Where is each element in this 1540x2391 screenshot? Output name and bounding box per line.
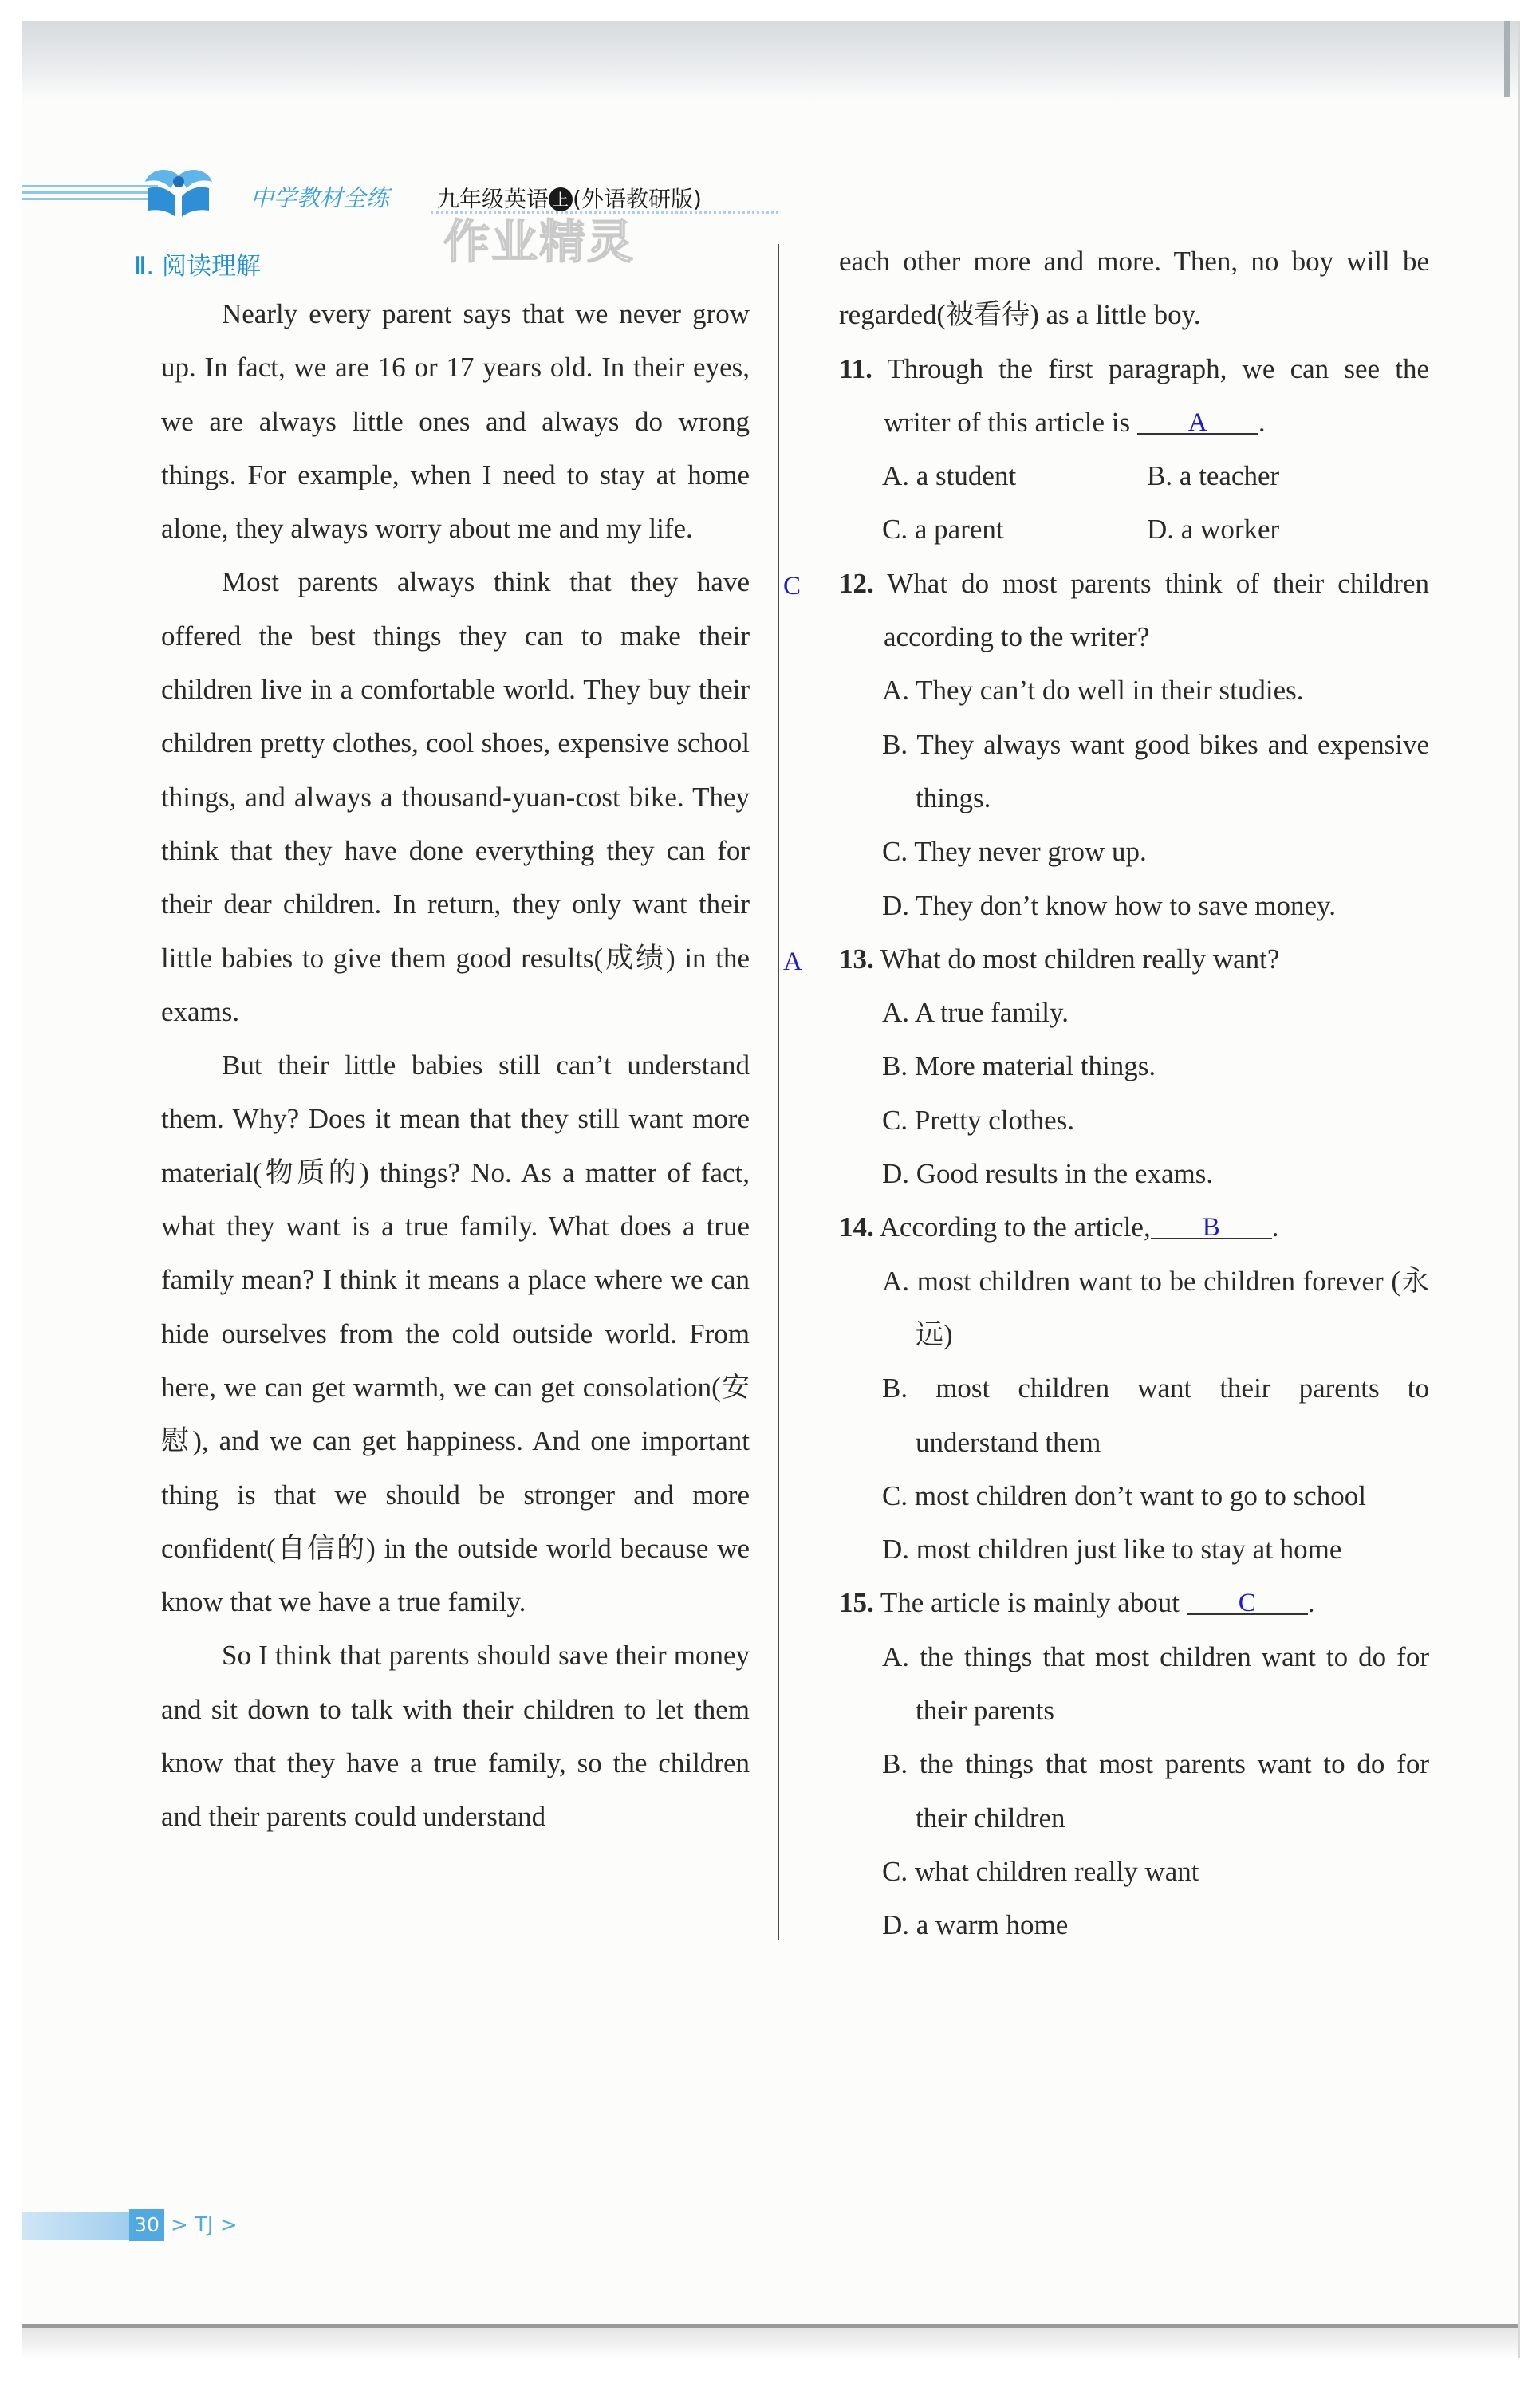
handwritten-answer: B — [1202, 1213, 1220, 1243]
passage-paragraph: So I think that parents should save their money and sit down to talk with their children to let them know that they have a true family, so the children and their parents could understand — [161, 1640, 750, 1833]
handwritten-answer: C — [783, 571, 802, 601]
handwritten-answer: A — [783, 947, 802, 976]
passage-paragraph: Most parents always think that they have offered the best things they can to make their children live in a comfortable world. They buy their children pretty clothes, cool shoes, expensive school things, and always a thousand-yuan-cost bike. They think that they have done everything they can for their dear children. In return, they only want their little babies to give them good results(成绩) in the exams. — [161, 566, 750, 1027]
option: A. a student — [882, 460, 1017, 492]
answer-blank[interactable] — [1137, 408, 1258, 435]
reading-passage — [161, 287, 750, 1844]
option: D. They don’t know how to save money. — [882, 889, 1337, 921]
section-title: Ⅱ. 阅读理解 — [134, 252, 261, 281]
option: A. A true family. — [882, 997, 1069, 1029]
option: B. a teacher — [1147, 460, 1280, 492]
options-row — [839, 449, 1429, 502]
option: D. Good results in the exams. — [882, 1158, 1214, 1190]
scan-bottom-shadow — [22, 2328, 1518, 2360]
answer-blank[interactable] — [1187, 1588, 1308, 1618]
passage-continued: each other more and more. Then, no boy will be regarded(被看待) as a little boy. — [839, 246, 1429, 331]
question-11: 11. Through the first paragraph, we can see the writer of this article is A . — [839, 342, 1429, 450]
option: D. most children just like to stay at home — [882, 1534, 1342, 1566]
question-14: 14. According to the article, B . — [839, 1200, 1429, 1254]
answer-blank[interactable] — [1151, 1212, 1272, 1243]
option: C. what children really want — [882, 1855, 1199, 1887]
question-15: 15. The article is mainly about C . — [839, 1576, 1429, 1629]
option: B. the things that most parents want to do for their children — [882, 1748, 1429, 1834]
footer-code: > TJ > — [171, 2213, 238, 2237]
column-divider — [778, 244, 779, 1940]
page-number: 30 — [129, 2209, 164, 2241]
book-wings-logo-icon — [144, 164, 214, 220]
book-title: 九年级英语 上 (外语教研版) — [437, 186, 702, 212]
header-decor-lines — [22, 185, 158, 204]
scan-edge — [1504, 21, 1510, 97]
handwritten-answer: A — [1187, 408, 1207, 437]
option: B. most children want their parents to understand them — [882, 1373, 1429, 1458]
watermark: 作业精灵 — [443, 215, 636, 269]
option: A. the things that most children want to do for their parents — [882, 1641, 1429, 1727]
option: B. They always want good bikes and expensive things. — [882, 728, 1429, 813]
option: D. a worker — [1147, 514, 1280, 546]
options-row — [839, 502, 1429, 556]
scan-top-shadow — [22, 21, 1518, 100]
question-13: A 13. What do most children really want? — [839, 932, 1429, 986]
questions-column — [783, 234, 1429, 1952]
series-title: 中学教材全练 — [250, 184, 390, 211]
option: C. They never grow up. — [882, 836, 1147, 868]
option: B. More material things. — [882, 1050, 1156, 1082]
passage-paragraph: But their little babies still can’t understand them. Why? Does it mean that they still want more material(物质的) things? No. As a matter of fact, what they want is a true family. What does a true family mean? I think it means a place where we can hide ourselves from the cold outside world. From here, we can get warmth, we can get consolation(安慰), and we can get happiness. And one important thing is that we should be stronger and more confident(自信的) in the outside world because we know that we have a true family. — [161, 1050, 750, 1618]
question-12: C 12. What do most parents think of their children according to the writer? — [839, 557, 1429, 664]
passage-paragraph: Nearly every parent says that we never grow up. In fact, we are 16 or 17 years old. In their eyes, we are always little ones and always do wrong things. For example, when I need to stay at home alone, they always worry about me and my life. — [161, 298, 750, 545]
option: D. a warm home — [882, 1909, 1069, 1941]
option: A. They can’t do well in their studies. — [882, 675, 1304, 707]
footer-bar — [22, 2212, 131, 2240]
option: C. Pretty clothes. — [882, 1104, 1075, 1136]
option: A. most children want to be children forever (永远) — [882, 1265, 1429, 1350]
option: C. a parent — [882, 514, 1004, 546]
handwritten-answer: C — [1238, 1589, 1256, 1618]
volume-badge: 上 — [549, 187, 573, 211]
option: C. most children don’t want to go to school — [882, 1479, 1366, 1511]
